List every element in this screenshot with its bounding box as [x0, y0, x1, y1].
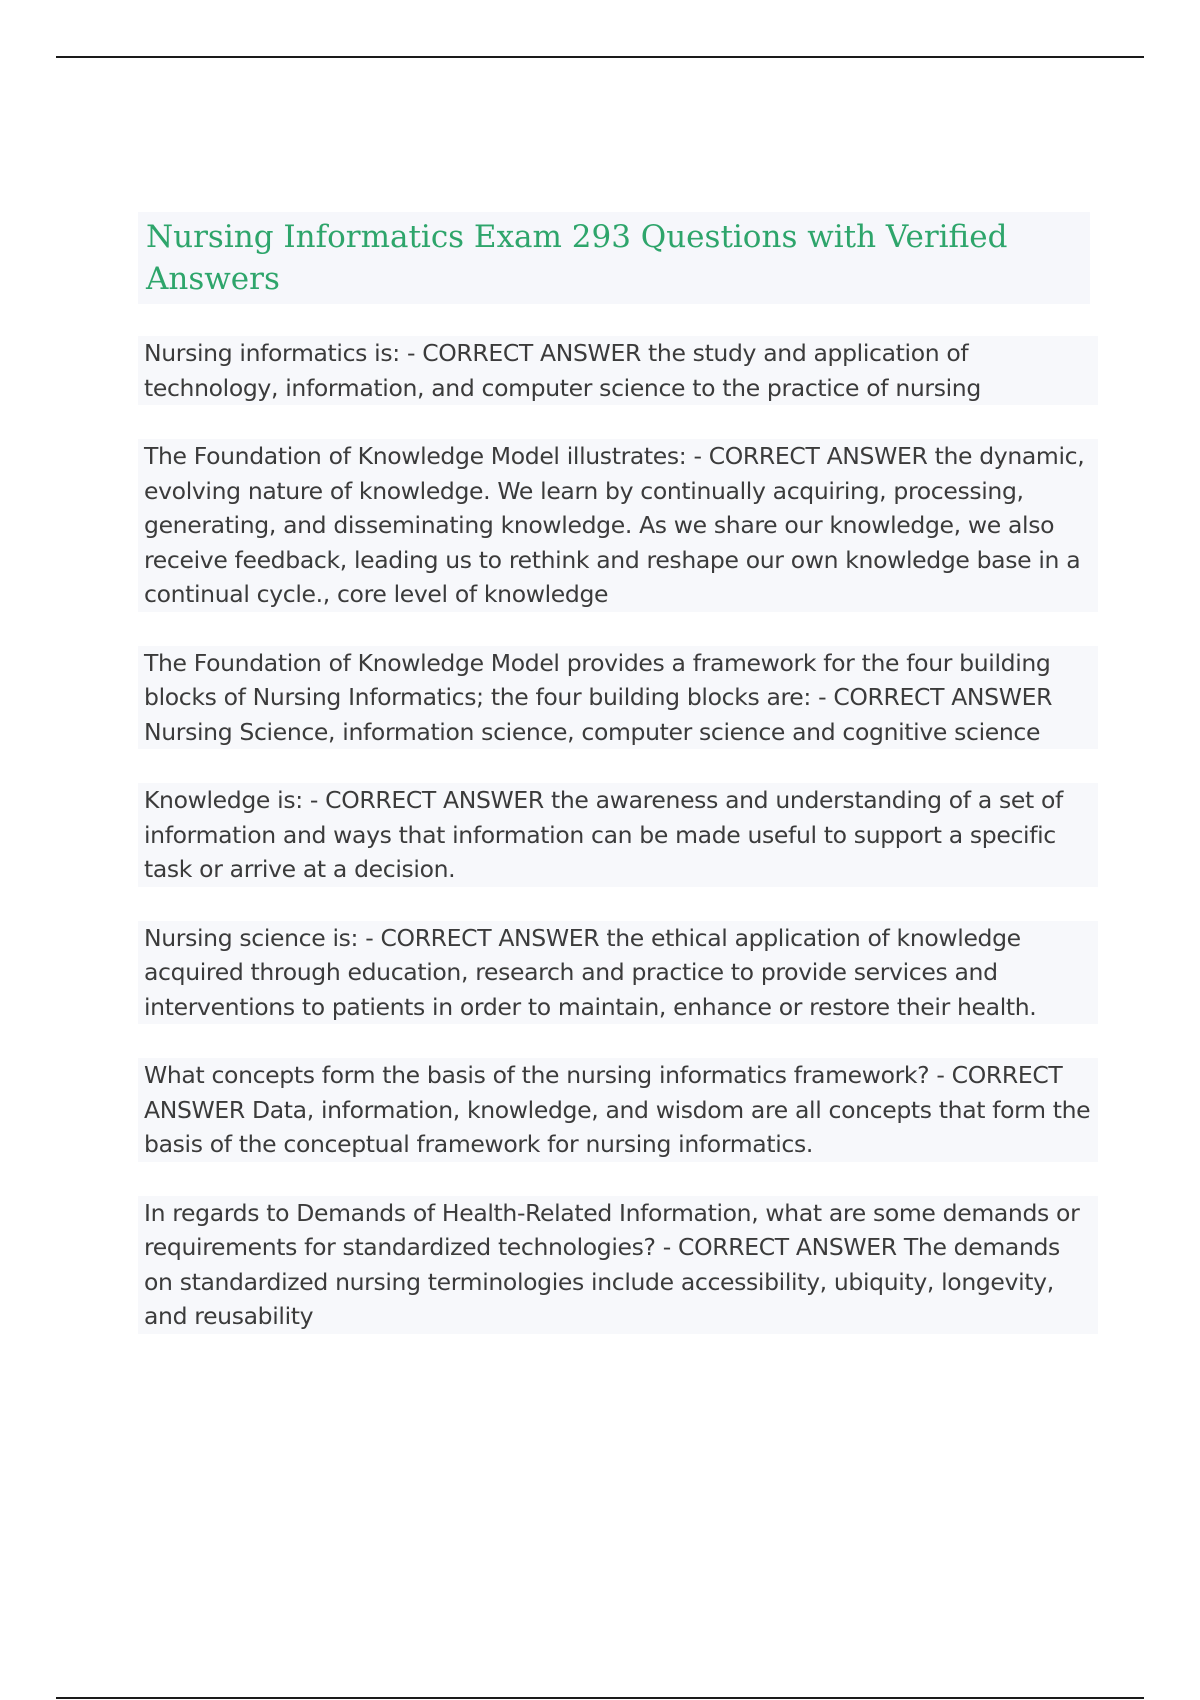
title-block [138, 212, 1090, 304]
footer-rule [56, 1697, 1144, 1699]
qa-list [138, 336, 1098, 1368]
qa-item: The Foundation of Knowledge Model provides a framework for the four building blocks of Nursing Informatics; the four building blocks are: - CORRECT ANSWER Nursing Science, information science, computer science and cognitive science [138, 646, 1098, 750]
qa-item: What concepts form the basis of the nursing informatics framework? - CORRECT ANSWER Data, information, knowledge, and wisdom are all concepts that form the basis of the conceptual framework for nursing informatics. [138, 1058, 1098, 1162]
qa-item: Knowledge is: - CORRECT ANSWER the awareness and understanding of a set of information and ways that information can be made useful to support a specific task or arrive at a decision. [138, 783, 1098, 887]
document-title: Nursing Informatics Exam 293 Questions with Verified Answers [146, 219, 1008, 297]
qa-item: Nursing science is: - CORRECT ANSWER the ethical application of knowledge acquired through education, research and practice to provide services and interventions to patients in order to maintain, enhance or restore their health. [138, 921, 1098, 1025]
qa-item: In regards to Demands of Health-Related Information, what are some demands or requirements for standardized technologies? - CORRECT ANSWER The demands on standardized nursing terminologies include accessibility, ubiquity, longevity, and reusability [138, 1196, 1098, 1334]
header-rule [56, 56, 1144, 58]
qa-item: The Foundation of Knowledge Model illustrates: - CORRECT ANSWER the dynamic, evolving nature of knowledge. We learn by continually acquiring, processing, generating, and disseminating knowledge. As we share our knowledge, we also receive feedback, leading us to rethink and reshape our own knowledge base in a continual cycle., core level of knowledge [138, 439, 1098, 612]
qa-item: Nursing informatics is: - CORRECT ANSWER the study and application of technology, information, and computer science to the practice of nursing [138, 336, 1098, 405]
